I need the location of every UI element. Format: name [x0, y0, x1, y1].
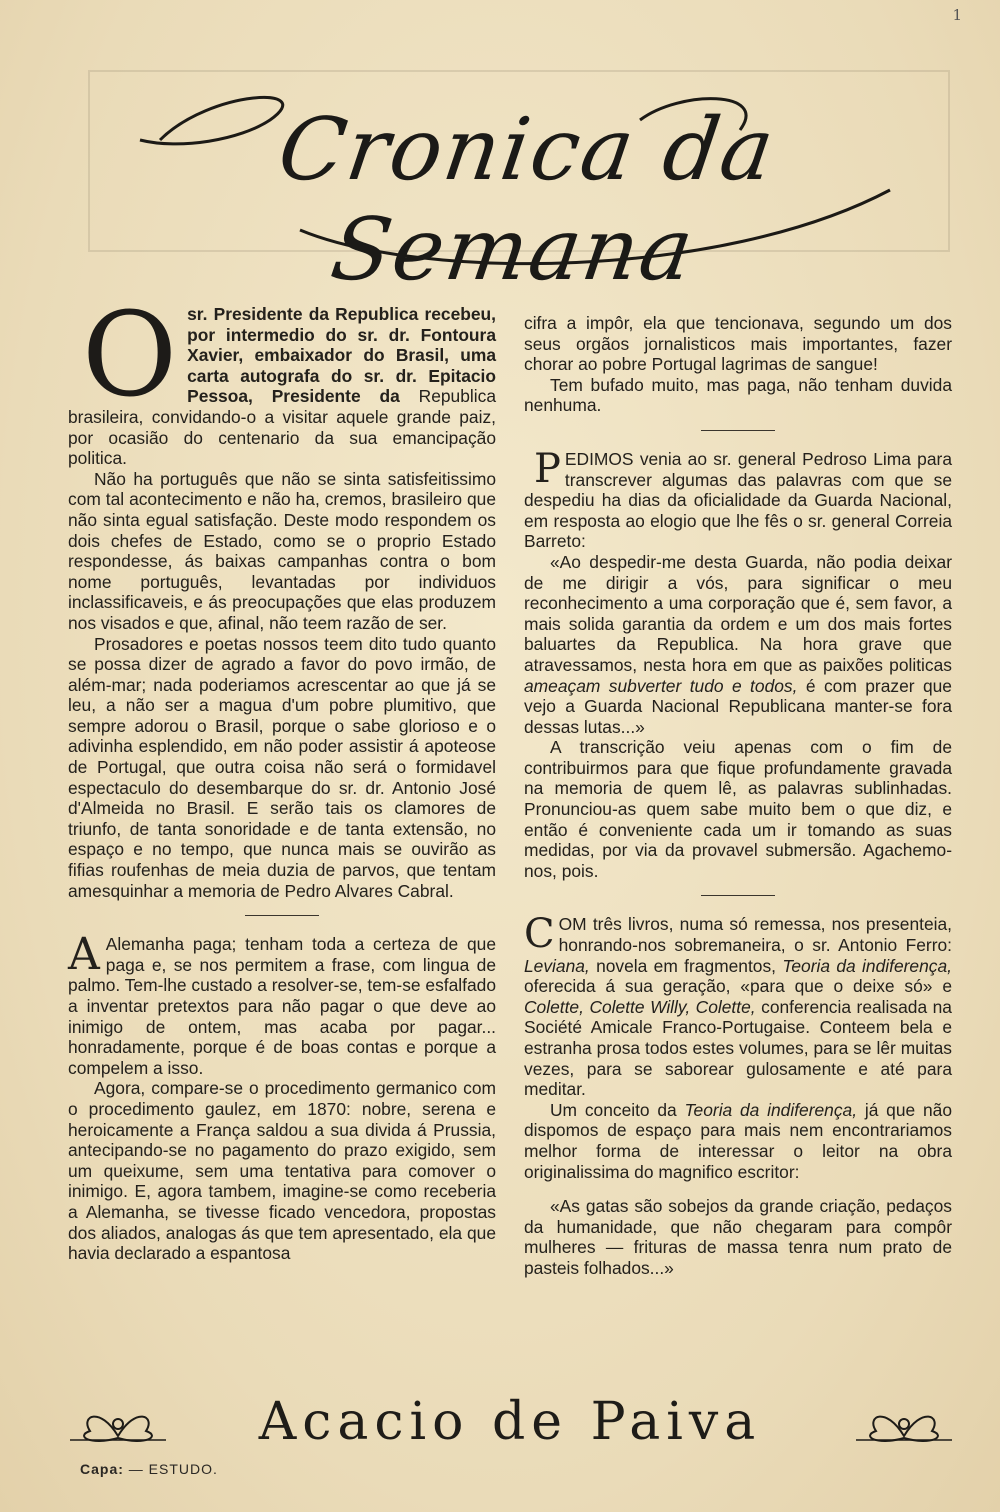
paragraph-text: oferecida á sua geração, «para que o deixe só» e [524, 976, 952, 997]
underlined-phrase: ameaçam subverter tudo e todos, [524, 675, 798, 696]
drop-cap: P [534, 445, 561, 492]
book-title: Colette, Colette Willy, Colette, [524, 996, 756, 1017]
quote-paragraph: «As gatas são sobejos da grande criação, pedaços da humanidade, que não chegaram para compôr mulheres — frituras de massa tenra num prato de pasteis folhados...» [524, 1196, 952, 1278]
quote-text: «Ao despedir-me desta Guarda, não podia deixar de me dirigir a vós, para significar o meu reconhecimento a uma corporação que é, sem favor, a mais solida garantia da ordem e um dos mais fortes baluartes da Republica. Na hora grave que atravessamos, nesta hora em que as paixões politicas [524, 551, 952, 675]
left-column [68, 288, 496, 1264]
article-paragraph: Agora, compare-se o procedimento germanico com o procedimento gaulez, em 1870: nobre, serena e heroicamente a França saldou a sua divida á Prussia, antecipando-se no pagamento do prazo exigido, sem um queixume, sem uma tentativa para comover o inimigo. E, agora tambem, imagine-se como receberia a Alemanha, se tivesse ficado vencedora, propostas dos aliados, analogas ás que tem apresentado, ela que havia declarado a espantosa [68, 1078, 496, 1264]
article-paragraph: cifra a impôr, ela que tencionava, segundo um dos seus orgãos jornalisticos mais importantes, fazer chorar ao pobre Portugal lagrimas de sangue! [524, 313, 952, 375]
small-caps-text: EDIMOS [564, 448, 634, 469]
right-column [524, 313, 952, 1279]
article-paragraph: A transcrição veiu apenas com o fim de contribuirmos para que fique profundamente gravada na memoria de quem lê, as palavras sublinhadas. Pronunciou-as quem sabe muito bem o que diz, e então é conveniente cada um ir tomando as suas medidas, por via da provavel submersão. Agachemo-nos, pois. [524, 737, 952, 881]
cover-caption [80, 1461, 218, 1477]
drop-cap: C [524, 911, 555, 958]
paragraph-text: três livros, numa só remessa, nos presenteia, honrando-nos sobremaneira, o sr. Antonio Ferro: [558, 914, 952, 956]
article-paragraph [68, 929, 496, 1078]
paragraph-text: já que não dispomos de espaço para mais nem encontrariamos melhor forma de interessar o leitor na obra originalissima do magnifico escritor: [524, 1099, 952, 1182]
paragraph-text: novela em fragmentos, [596, 955, 776, 976]
book-title: Leviana, [524, 955, 590, 976]
paragraph-text: venia ao sr. general Pedroso Lima para transcrever algumas das palavras com que se despediu ha dias da oficialidade da Guarda Nacional, em resposta ao elogio que lhe fês o sr. general Correia Barreto: [524, 448, 952, 552]
small-caps-text: OM [558, 914, 587, 935]
quote-paragraph [524, 552, 952, 737]
article-paragraph [524, 911, 952, 1100]
article-paragraph: Tem bufado muito, mas paga, não tenham duvida nenhuma. [524, 374, 952, 416]
section-divider [701, 895, 775, 896]
article-paragraph [524, 1100, 952, 1182]
paragraph-text: Republica brasileira, convidando-o a visitar aquele grande paiz, por ocasião do centenario da sua emancipação politica. [68, 386, 496, 469]
caption-text: — ESTUDO. [128, 1461, 218, 1477]
caption-label: Capa: [80, 1461, 124, 1477]
page-edge-number: 1 [952, 6, 962, 24]
article-paragraph: Prosadores e poetas nossos teem dito tudo quanto se possa dizer de agrado a favor do povo irmão, de além-mar; nada poderiamos acrescentar ao que já se leu, a não ser a magua d'um pobre plumitivo, que sempre adorou o Brasil, porque o sabe glorioso e o adivinha esplendido, em não poder assistir á apoteose de Portugal, que outra coisa não será o formidavel espectaculo do desembarque do sr. dr. Antonio José d'Almeida no Brasil. E serão tais os clamores de triunfo, de tanta sonoridade e de tanta extensão, no espaço e no tempo, que nunca mais se ouvirão as fifias roufenhas de meia duzia de parvos, que tentam amesquinhar a memoria de Pedro Alvares Cabral. [68, 633, 496, 901]
section-divider [245, 915, 319, 916]
author-signature: Acacio de Paiva [258, 1392, 762, 1452]
paragraph-text: Alemanha paga; tenham toda a certeza de que paga e, se nos permitem a frase, com lingua de palmo. Tem-lhe custado a resolver-se, tem-se esfalfado a inventar pretextos para não pagar o que deve ao inimigo de ontem, mas acaba por pagar... honradamente, porque é de boas contas e porque a compelem a isso. [68, 934, 496, 1078]
floral-ornament-icon [856, 1396, 952, 1446]
book-title: Teoria da indiferença, [782, 955, 952, 976]
drop-cap: A [68, 929, 100, 981]
article-paragraph [524, 445, 952, 552]
article-paragraph [68, 288, 496, 469]
page-title: Cronica da Semana [272, 100, 782, 300]
book-title: Teoria da indiferença, [684, 1099, 858, 1120]
quote-text: é com prazer que vejo a Guarda Nacional Republicana manter-se fora dessas lutas...» [524, 675, 952, 737]
article-paragraph: Não ha português que não se sinta satisfeitissimo com tal acontecimento e não ha, cremos, brasileiro que não sinta egual satisfação. Deste modo respondem os dois chefes de Estado, como se o proprio Estado respondesse, ás baixas campanhas contra o bom nome português, levantadas por individuos inclassificaveis, e ás preocupações que elas produzem nos visados e que, afinal, não teem razão de ser. [68, 468, 496, 633]
drop-cap: O [82, 288, 178, 423]
section-divider [701, 430, 775, 431]
floral-ornament-icon [70, 1396, 166, 1446]
paragraph-text: Um conceito da [550, 1099, 677, 1120]
lead-text: sr. Presidente da Republica recebeu, por intermedio do sr. dr. Fontoura Xavier, embaixador do Brasil, uma carta autografa do sr. dr. Epitacio Pessoa, Presidente da [187, 304, 496, 407]
paragraph-text: conferencia realisada na Société Amicale Franco-Portugaise. Conteem bela e estranha prosa todos estes volumes, para se lêr muitas vezes, para se saborear gulosamente e até para meditar. [524, 996, 952, 1100]
